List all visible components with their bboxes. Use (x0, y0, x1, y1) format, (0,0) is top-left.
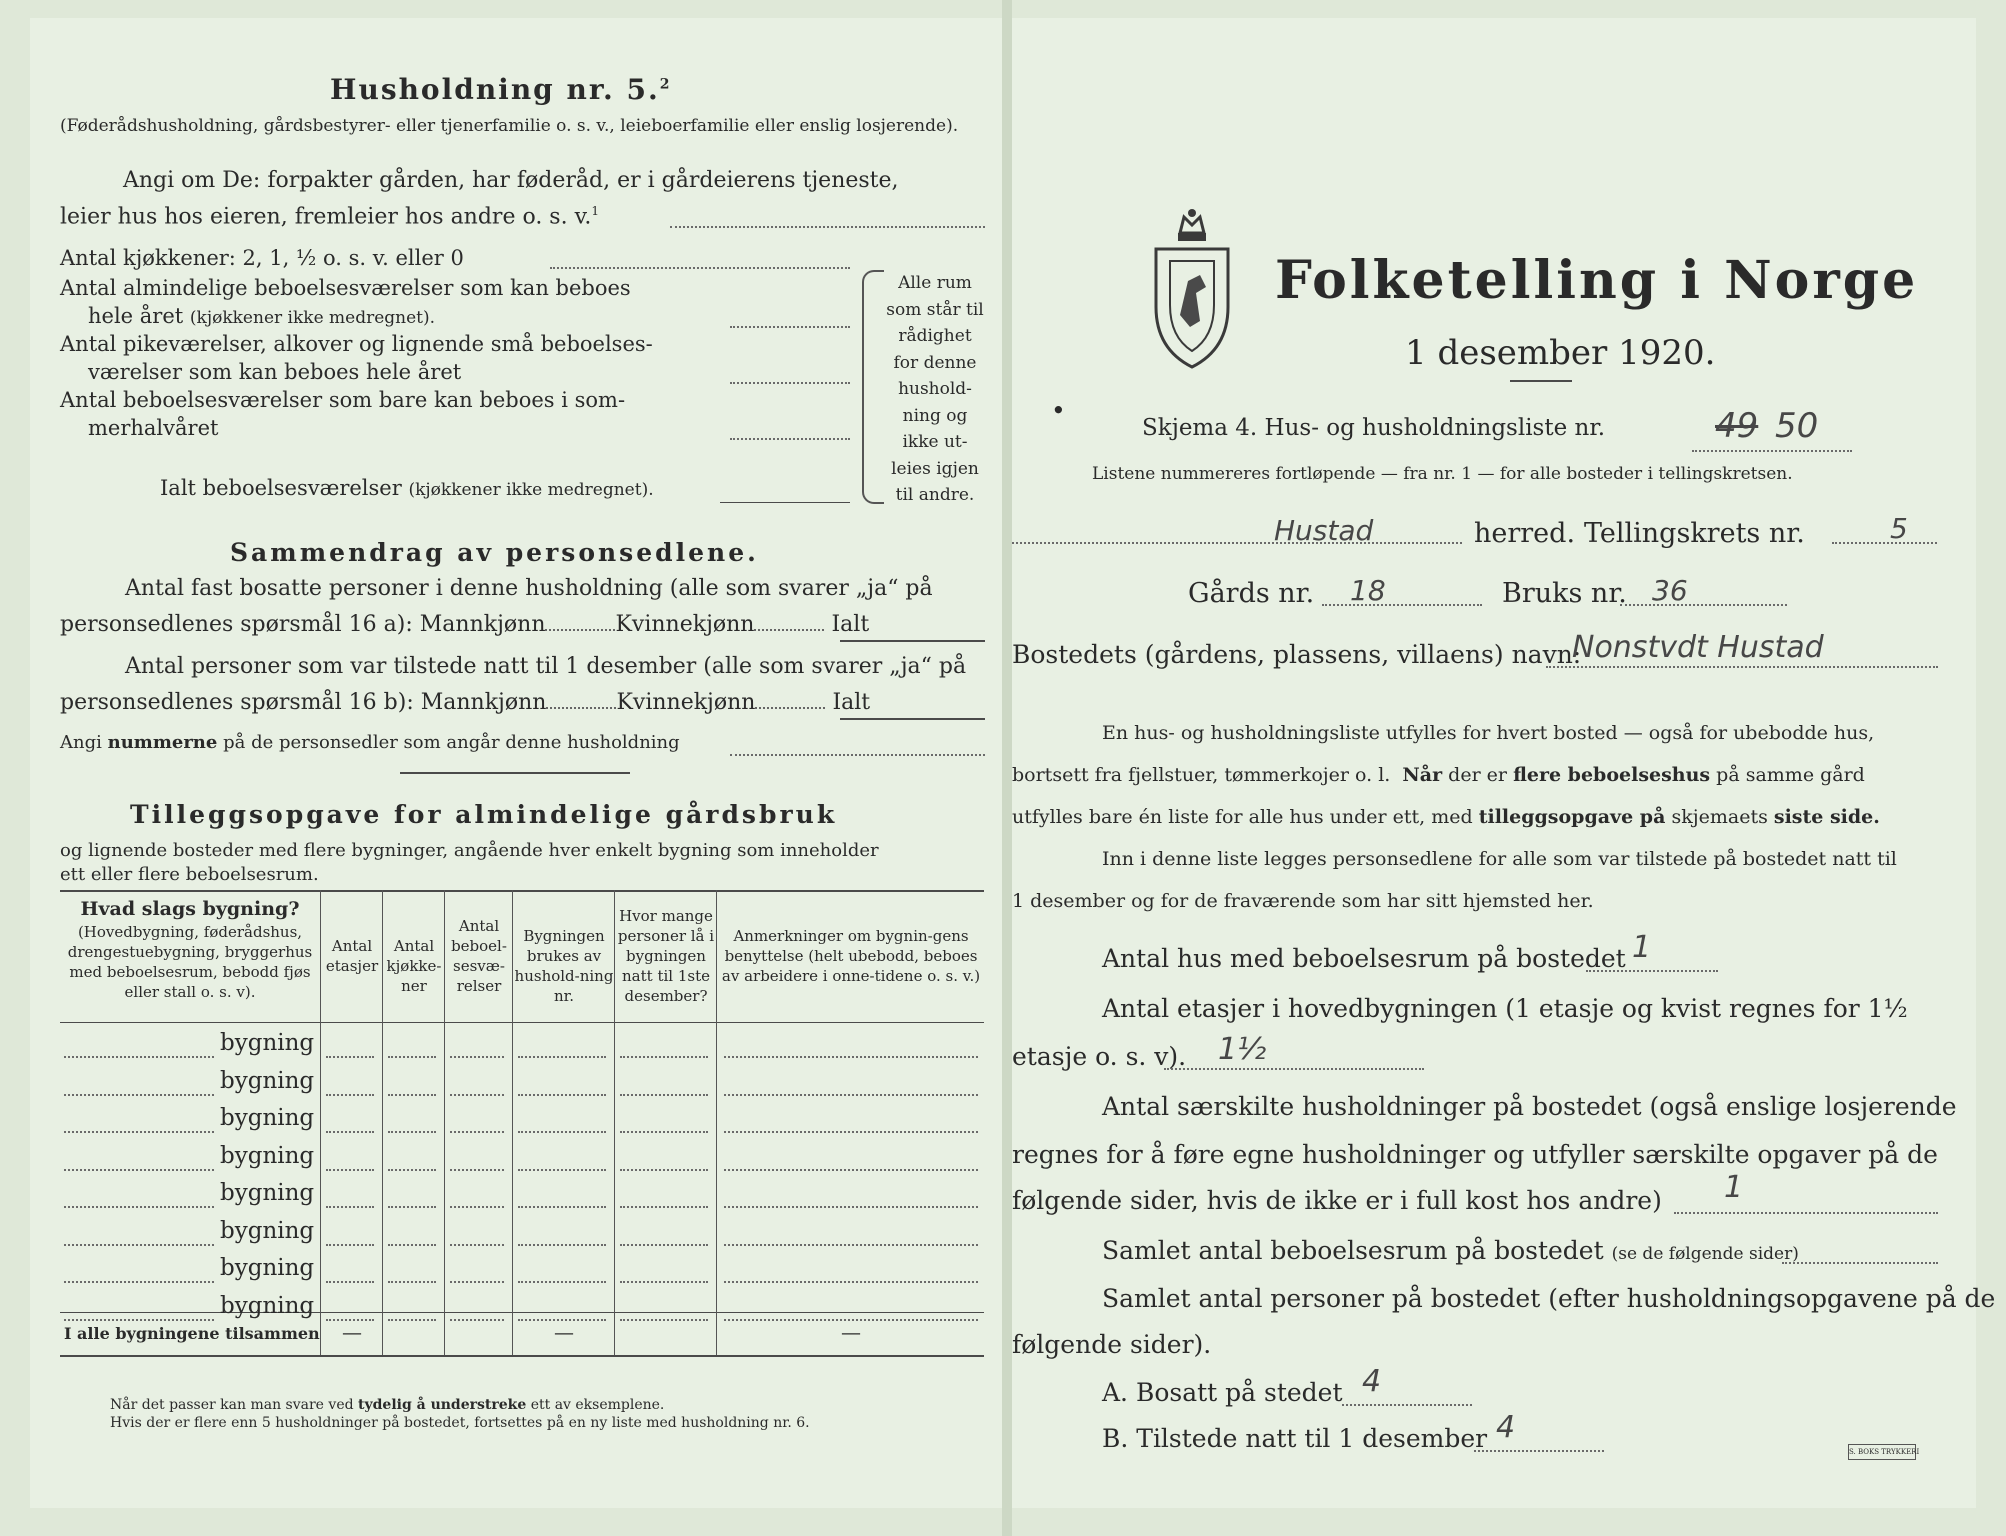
building-row-label: bygning (220, 1067, 315, 1094)
building-row-label: bygning (220, 1255, 315, 1281)
title-divider (1510, 380, 1572, 382)
tellingskrets-line (1832, 542, 1937, 544)
households-label-3: følgende sider, hvis de ikke er i full kost hos andre) (1012, 1186, 1662, 1215)
fixed-total-field[interactable] (840, 640, 985, 642)
gards-label: Gårds nr. (1188, 578, 1315, 609)
persons-label-2: følgende sider). (1012, 1330, 1212, 1359)
total-buildings-label: I alle bygningene tilsammen (64, 1324, 320, 1343)
summer-rooms-label-1: Antal beboelsesværelser som bare kan beboes i som- (60, 388, 626, 412)
building-row[interactable] (60, 1180, 984, 1214)
present-line (1474, 1450, 1604, 1452)
building-table (60, 890, 984, 1360)
herred-label: herred. (1474, 518, 1576, 549)
total-rooms-field[interactable] (720, 502, 850, 503)
household-heading: Husholdning nr. 5.$^2$ (330, 73, 672, 106)
col-remarks: Anmerkninger om bygnin-gens benyttelse (helt ubebodd, beboes av arbeidere i onne-tidene o. s. v.) (721, 927, 981, 985)
summer-rooms-field[interactable] (730, 438, 850, 440)
resident-label: A. Bosatt på stedet (1102, 1378, 1343, 1407)
total-floors-dash: — (342, 1320, 362, 1344)
summary-present-2: personsedlenes spørsmål 16 b): Mannkjønn Kvinnekjønn Ialt (60, 690, 871, 715)
households-line (1674, 1212, 1938, 1214)
right-page (1012, 18, 1996, 1508)
present-total-field[interactable] (840, 718, 985, 720)
bruks-label: Bruks nr. (1502, 578, 1627, 609)
building-row[interactable] (60, 1105, 984, 1139)
households-label-2: regnes for å føre egne husholdninger og utfyller særskilte opgaver på de (1012, 1140, 1938, 1169)
houses-line (1586, 970, 1718, 972)
left-page (30, 18, 1002, 1508)
ordinary-rooms-field[interactable] (730, 326, 850, 328)
ordinary-rooms-label-1: Antal almindelige beboelsesværelser som kan beboes (60, 276, 631, 300)
bruks-line (1620, 604, 1787, 606)
floors-value[interactable]: 1½ (1218, 1032, 1267, 1067)
census-date: 1 desember 1920. (1405, 333, 1716, 373)
building-row[interactable] (60, 1255, 984, 1289)
houses-label: Antal hus med beboelsesrum på bostedet (1102, 944, 1626, 973)
farm-intro-2: ett eller flere beboelsesrum. (60, 864, 319, 885)
households-value[interactable]: 1 (1724, 1170, 1744, 1205)
col-household-no: Bygningen brukes av hushold-ning nr. (514, 927, 614, 1005)
total-household-dash: — (554, 1320, 574, 1344)
building-row[interactable] (60, 1068, 984, 1102)
floors-line (1164, 1068, 1424, 1070)
angi-line-2: leier hus hos eieren, fremleier hos andre o. s. v.$^1$ (60, 204, 600, 230)
building-row[interactable] (60, 1030, 984, 1064)
instruction-1c: utfylles bare én liste for alle hus under ett, med tilleggsopgave på skjemaets siste side. (1012, 806, 1880, 828)
ordinary-rooms-label-2: hele året (kjøkkener ikke medregnet). (88, 304, 436, 328)
herred-line (1012, 542, 1462, 544)
angi-answer-line[interactable] (670, 226, 985, 228)
resident-line (1342, 1404, 1472, 1406)
building-row-label: bygning (220, 1217, 315, 1244)
summary-title: Sammendrag av personsedlene. (230, 538, 759, 567)
coat-of-arms-icon (1150, 203, 1234, 373)
tellingskrets-label: Tellingskrets nr. (1584, 518, 1805, 549)
numbering-note: Listene nummereres fortløpende — fra nr. 1 — for alle bosteder i tellingskretsen. (1092, 464, 1793, 484)
houses-value[interactable]: 1 (1632, 930, 1652, 965)
list-number-line (1692, 450, 1852, 452)
instruction-1b: bortsett fra fjellstuer, tømmerkojer o. l. Når der er flere beboelseshus på samme gård (1012, 764, 1865, 786)
farm-intro-1: og lignende bosteder med flere bygninger, angående hver enkelt bygning som inneholder (60, 840, 879, 861)
footnote-2: Hvis der er flere enn 5 husholdninger på bostedet, fortsettes på en ny liste med husholdning nr. 6. (110, 1415, 810, 1431)
summer-rooms-label-2: merhalvåret (88, 416, 219, 440)
col-building-type: Hvad slags bygning? (Hovedbygning, føderådshus, drengestuebygning, bryggerhus med beboelsesrum, bebodd fjøs eller stall o. s. v). (67, 898, 313, 1001)
rooms-total-line[interactable] (1782, 1262, 1938, 1264)
instruction-2a: Inn i denne liste legges personsedlene for alle som var tilstede på bostedet natt til (1102, 848, 1897, 870)
small-rooms-label-1: Antal pikeværelser, alkover og lignende små beboelses- (60, 332, 653, 356)
list-number[interactable]: 50 (1775, 406, 1819, 446)
building-row-label: bygning (220, 1142, 315, 1169)
gards-line (1322, 604, 1482, 606)
numbers-field[interactable] (730, 754, 985, 756)
building-row-label: bygning (220, 1180, 315, 1206)
instruction-1a: En hus- og husholdningsliste utfylles for hvert bosted — også for ubebodde hus, (1102, 722, 1875, 744)
summary-present-1: Antal personer som var tilstede natt til 1 desember (alle som svarer „ja“ på (125, 654, 967, 679)
page-fold (1002, 0, 1012, 1536)
building-row-label: bygning (220, 1030, 315, 1056)
kitchens-label: Antal kjøkkener: 2, 1, ½ o. s. v. eller 0 (60, 246, 464, 270)
resident-value[interactable]: 4 (1362, 1364, 1382, 1399)
building-row-label: bygning (220, 1105, 315, 1131)
floors-label-1: Antal etasjer i hovedbygningen (1 etasje og kvist regnes for 1½ (1102, 994, 1908, 1023)
list-number-struck: 49 (1715, 406, 1759, 446)
bosted-value[interactable]: Nonstvdt Hustad (1572, 630, 1824, 665)
small-rooms-field[interactable] (730, 382, 850, 384)
floors-label-2: etasje o. s. v). (1012, 1042, 1187, 1071)
bullet-dot: • (1051, 396, 1066, 425)
bosted-label: Bostedets (gårdens, plassens, villaens) navn: (1012, 640, 1582, 669)
col-persons: Hvor mange personer lå i bygningen natt til 1ste desember? (617, 907, 715, 1005)
footnote-1: Når det passer kan man svare ved tydelig å understreke ett av eksemplene. (110, 1397, 665, 1413)
building-row[interactable] (60, 1218, 984, 1252)
instruction-2b: 1 desember og for de fraværende som har sitt hjemsted her. (1012, 890, 1594, 912)
present-label: B. Tilstede natt til 1 desember (1102, 1424, 1488, 1453)
section-divider (400, 772, 630, 774)
bosted-line (1546, 666, 1938, 668)
farm-title: Tilleggsopgave for almindelige gårdsbruk (130, 800, 838, 829)
summary-fixed-2: personsedlenes spørsmål 16 a): Mannkjønn Kvinnekjønn Ialt (60, 612, 870, 637)
persons-label-1: Samlet antal personer på bostedet (efter husholdningsopgavene på de (1102, 1284, 1996, 1313)
total-remarks-dash: — (841, 1320, 861, 1344)
building-row[interactable] (60, 1143, 984, 1177)
col-kitchens: Antal kjøkke-ner (386, 937, 442, 995)
gards-value[interactable]: 18 (1350, 574, 1386, 607)
herred-value[interactable]: Hustad (1274, 514, 1374, 547)
printer-stamp: S. BOKS TRYKKERI (1848, 1444, 1916, 1460)
rooms-side-note: Alle rum som står til rådighet for denne hushold- ning og ikke ut- leies igjen til andre. (886, 273, 984, 505)
summary-fixed-1: Antal fast bosatte personer i denne husholdning (alle som svarer „ja“ på (125, 576, 933, 601)
household-intro: (Føderådshusholdning, gårdsbestyrer- eller tjenerfamilie o. s. v., leieboerfamilie eller enslig losjerende). (60, 116, 959, 136)
col-rooms: Antal beboel-sesvæ-relser (451, 917, 507, 995)
rooms-total-label: Samlet antal beboelsesrum på bostedet (se de følgende sider) (1102, 1236, 1799, 1265)
building-row-label: bygning (220, 1292, 315, 1319)
present-value[interactable]: 4 (1496, 1410, 1516, 1445)
col-floors: Antal etasjer (325, 937, 379, 975)
total-rooms-label: Ialt beboelsesværelser (kjøkkener ikke medregnet). (160, 476, 654, 500)
small-rooms-label-2: værelser som kan beboes hele året (88, 360, 462, 384)
tellingskrets-value[interactable]: 5 (1890, 512, 1908, 545)
bruks-value[interactable]: 36 (1652, 574, 1688, 607)
kitchens-field[interactable] (550, 267, 850, 269)
angi-line-1: Angi om De: forpakter gården, har føderåd, er i gårdeierens tjeneste, (123, 168, 899, 193)
households-label-1: Antal særskilte husholdninger på bostedet (også enslige losjerende (1102, 1092, 1957, 1121)
schema-label: Skjema 4. Hus- og husholdningsliste nr. (1142, 415, 1606, 441)
census-title: Folketelling i Norge (1275, 250, 1919, 311)
summary-numbers: Angi nummerne på de personsedler som angår denne husholdning (60, 732, 680, 753)
